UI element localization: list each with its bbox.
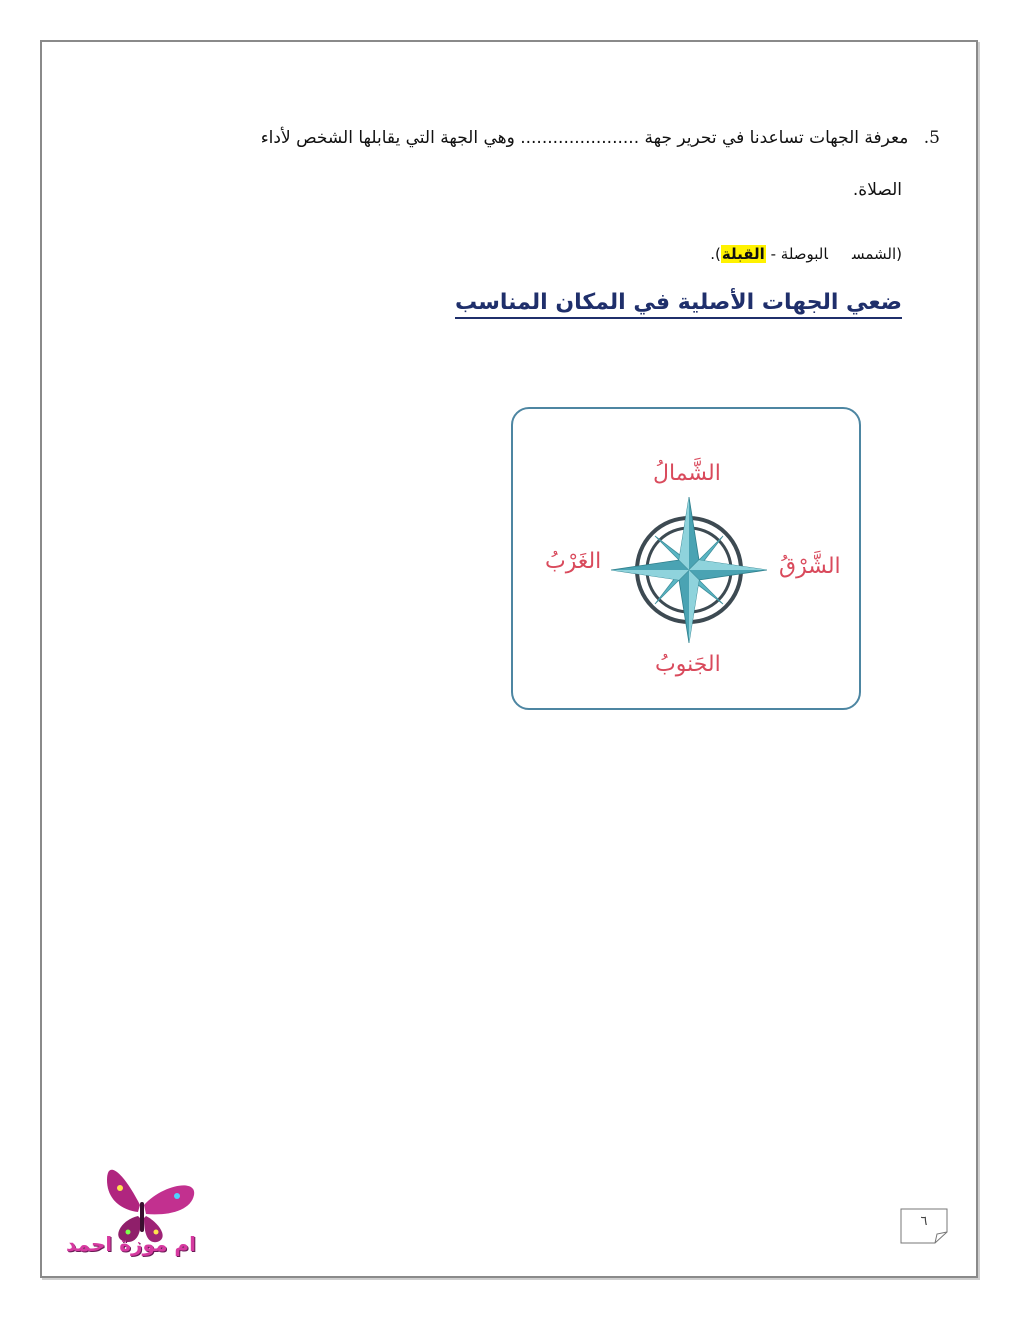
answer-options: [710, 245, 902, 263]
label-west: الغَرْبُ: [545, 549, 602, 574]
option-compass: البوصلة: [780, 245, 828, 263]
option-sun: الشمس: [851, 245, 897, 263]
question-text-line2: الصلاة.: [852, 180, 902, 200]
paren-open: (: [896, 245, 902, 263]
paren-close: ).: [710, 245, 721, 263]
question-text: معرفة الجهات تساعدنا في تحرير جهة ...................... وهي الجهة التي يقابلها الشخص لأداء: [260, 128, 909, 148]
label-north: الشَّمالُ: [653, 461, 721, 486]
section-title: ضعي الجهات الأصلية في المكان المناسب: [455, 290, 902, 319]
label-east: الشَّرْقُ: [779, 554, 841, 579]
option-qibla: القبلة: [721, 245, 765, 263]
option-dash: -: [770, 245, 776, 263]
watermark-text: ام موزة احمد: [66, 1232, 196, 1256]
page-number: ٦: [920, 1214, 928, 1229]
label-south: الجَنوبُ: [655, 652, 721, 677]
compass-card: [511, 407, 861, 710]
question-number: 5.: [923, 128, 940, 148]
question-5: [160, 126, 940, 150]
compass-rose-icon: [611, 497, 767, 643]
